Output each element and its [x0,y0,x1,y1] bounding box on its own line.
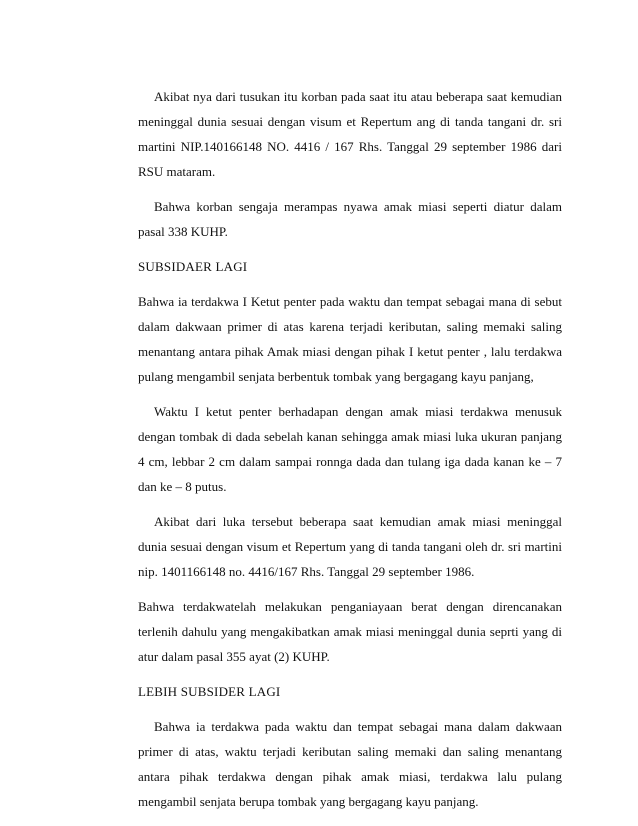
paragraph-pasal-338: Bahwa korban sengaja merampas nyawa amak miasi seperti diatur dalam pasal 338 KUHP. [138,199,562,239]
paragraph-keributan: Bahwa ia terdakwa I Ketut penter pada waktu dan tempat sebagai mana di sebut dalam dakwaan primer di atas karena terjadi keributan, saling memaki saling menantang antara pihak Amak miasi dengan pihak I ketut penter , lalu terdakwa pulang mengambil senjata berbentuk tombak yang bergagang kayu panjang, [138,294,562,384]
document-body [138,84,562,824]
heading-lebih-subsider-lagi: LEBIH SUBSIDER LAGI [138,684,281,699]
paragraph-menusuk: Waktu I ketut penter berhadapan dengan amak miasi terdakwa menusuk dengan tombak di dada sebelah kanan sehingga amak miasi luka ukuran panjang 4 cm, lebbar 2 cm dalam sampai ronnga dada dan tulang iga dada kanan ke – 7 dan ke – 8 putus. [138,404,562,494]
heading-subsidaer-lagi: SUBSIDAER LAGI [138,259,248,274]
paragraph-akibat-tusukan: Akibat nya dari tusukan itu korban pada saat itu atau beberapa saat kemudian meninggal dunia sesuai dengan visum et Repertum ang di tanda tangani dr. sri martini NIP.140166148 NO. 4416 / 167 Rhs. Tanggal 29 september 1986 dari RSU mataram. [138,89,562,179]
paragraph-pasal-355: Bahwa terdakwatelah melakukan penganiayaan berat dengan direncanakan terlenih dahulu yang mengakibatkan amak miasi meninggal dunia seprti yang di atur dalam pasal 355 ayat (2) KUHP. [138,599,562,664]
paragraph-akibat-luka: Akibat dari luka tersebut beberapa saat kemudian amak miasi meninggal dunia sesuai dengan visum et Repertum yang di tanda tangani oleh dr. sri martini nip. 1401166148 no. 4416/167 Rhs. Tanggal 29 september 1986. [138,514,562,579]
paragraph-lebih-subsider: Bahwa ia terdakwa pada waktu dan tempat sebagai mana dalam dakwaan primer di atas, waktu terjadi keributan saling memaki dan saling menantang antara pihak terdakwa dengan pihak amak miasi, terdakwa lalu pulang mengambil senjata berupa tombak yang bergagang kayu panjang. [138,719,562,809]
